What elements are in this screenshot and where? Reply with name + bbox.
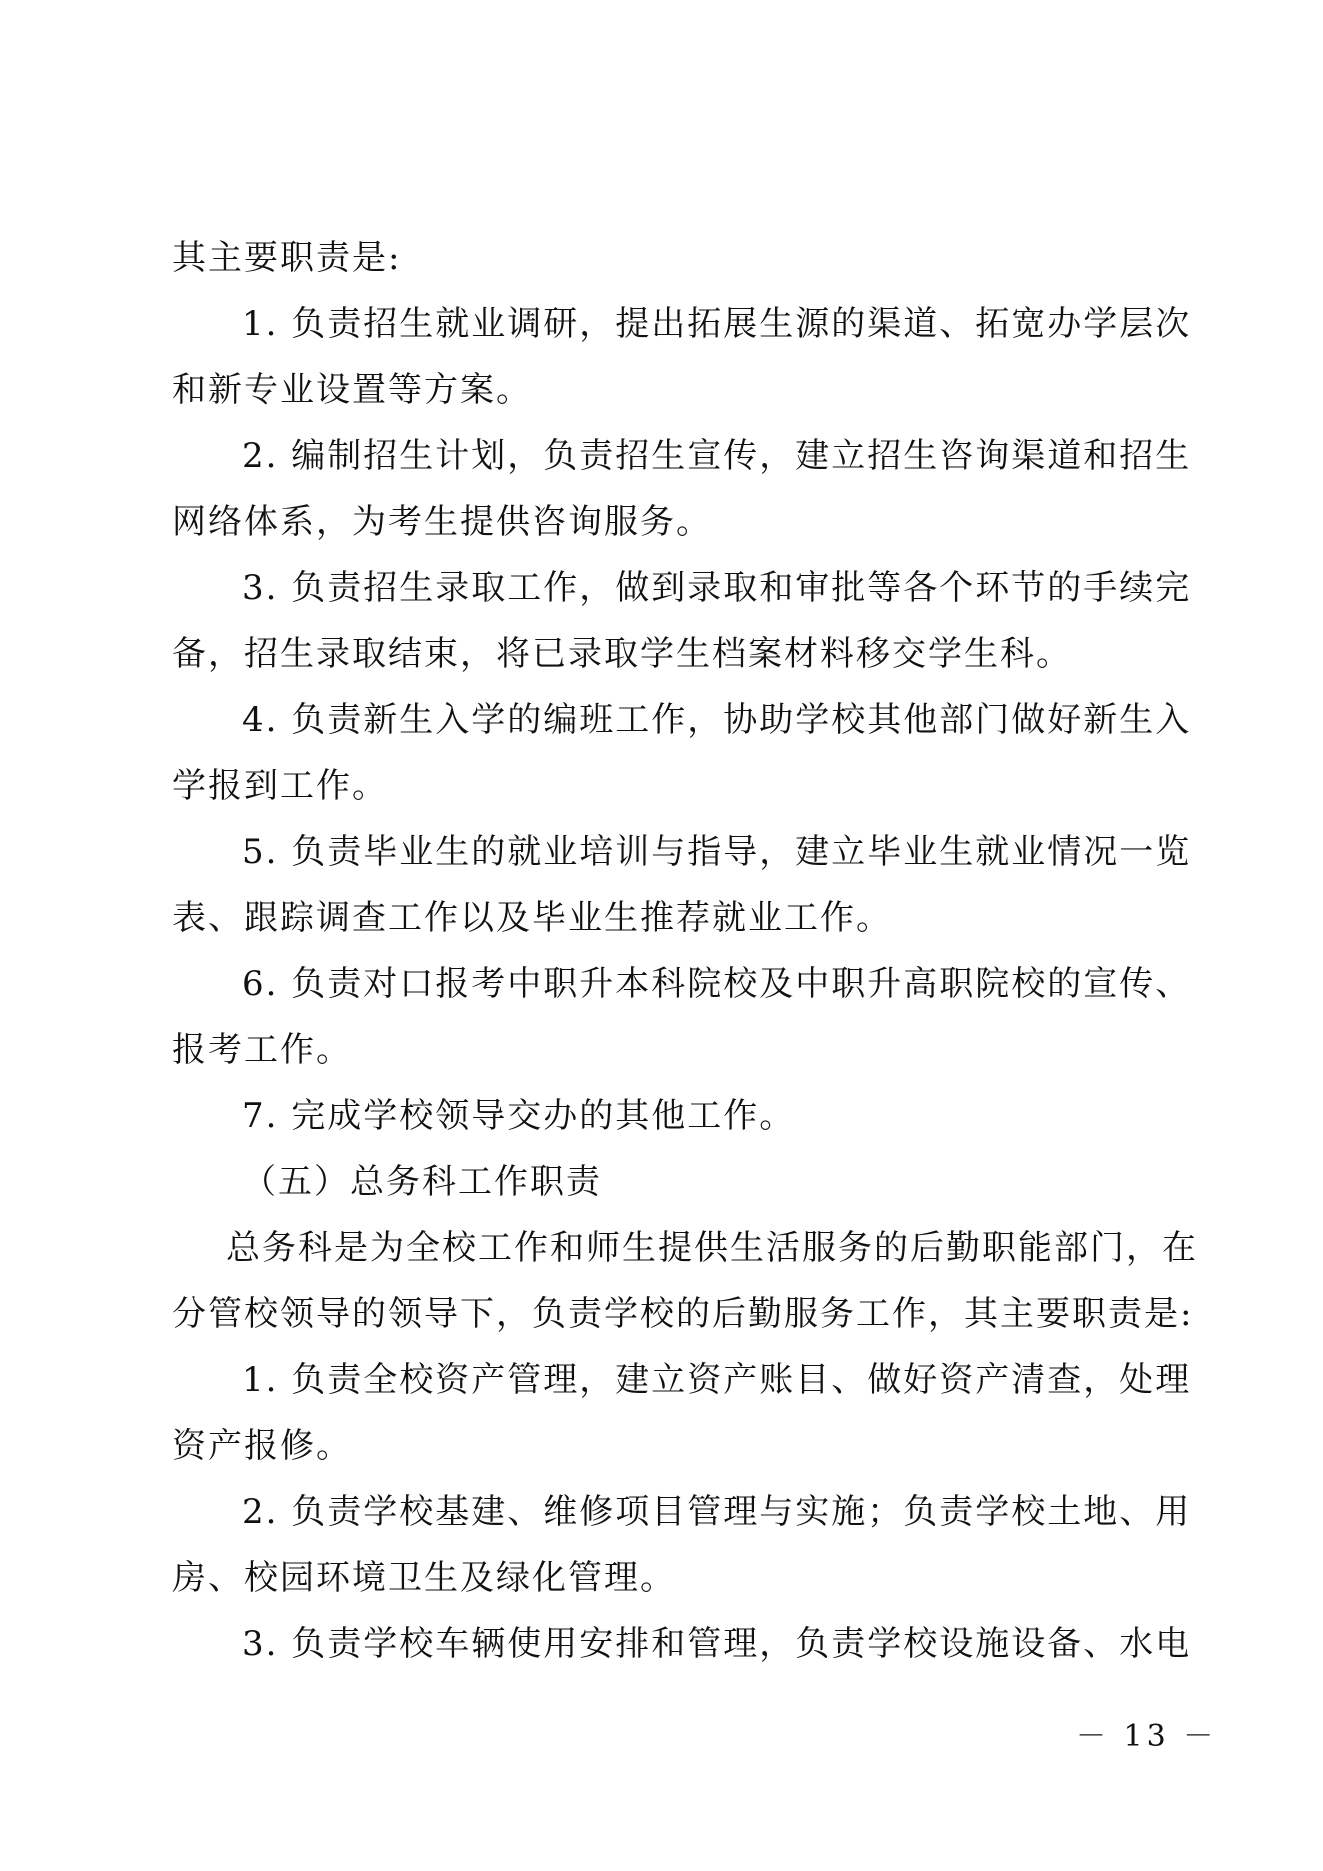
text-line: 分管校领导的领导下，负责学校的后勤服务工作，其主要职责是: [172,1294,1194,1334]
list-item-1: 1. 负责全校资产管理，建立资产账目、做好资产清查，处理 [242,1360,1192,1400]
list-item-7: 7. 完成学校领导交办的其他工作。 [242,1096,796,1136]
text-line: 表、跟踪调查工作以及毕业生推荐就业工作。 [172,898,892,938]
list-item-2: 2. 负责学校基建、维修项目管理与实施；负责学校土地、用 [242,1492,1192,1532]
section-heading: （五）总务科工作职责 [242,1162,602,1202]
text-line: 和新专业设置等方案。 [172,370,532,410]
text-line: 房、校园环境卫生及绿化管理。 [172,1558,676,1598]
list-item-1: 1. 负责招生就业调研，提出拓展生源的渠道、拓宽办学层次 [242,304,1192,344]
paragraph-intro: 总务科是为全校工作和师生提供生活服务的后勤职能部门，在 [226,1228,1198,1268]
list-item-5: 5. 负责毕业生的就业培训与指导，建立毕业生就业情况一览 [242,832,1192,872]
document-body [172,225,1198,1677]
text-line: 资产报修。 [172,1426,352,1466]
text-line: 备，招生录取结束，将已录取学生档案材料移交学生科。 [172,634,1072,674]
list-item-3: 3. 负责学校车辆使用安排和管理，负责学校设施设备、水电 [242,1624,1192,1664]
text-line: 网络体系，为考生提供咨询服务。 [172,502,712,542]
list-item-3: 3. 负责招生录取工作，做到录取和审批等各个环节的手续完 [242,568,1192,608]
list-item-4: 4. 负责新生入学的编班工作，协助学校其他部门做好新生入 [242,700,1192,740]
list-item-2: 2. 编制招生计划，负责招生宣传，建立招生咨询渠道和招生 [242,436,1192,476]
text-line: 报考工作。 [172,1030,352,1070]
list-item-6: 6. 负责对口报考中职升本科院校及中职升高职院校的宣传、 [242,964,1192,1004]
page-number: － 13 － [1076,1719,1218,1754]
text-line: 其主要职责是: [172,238,402,278]
text-line: 学报到工作。 [172,766,388,806]
